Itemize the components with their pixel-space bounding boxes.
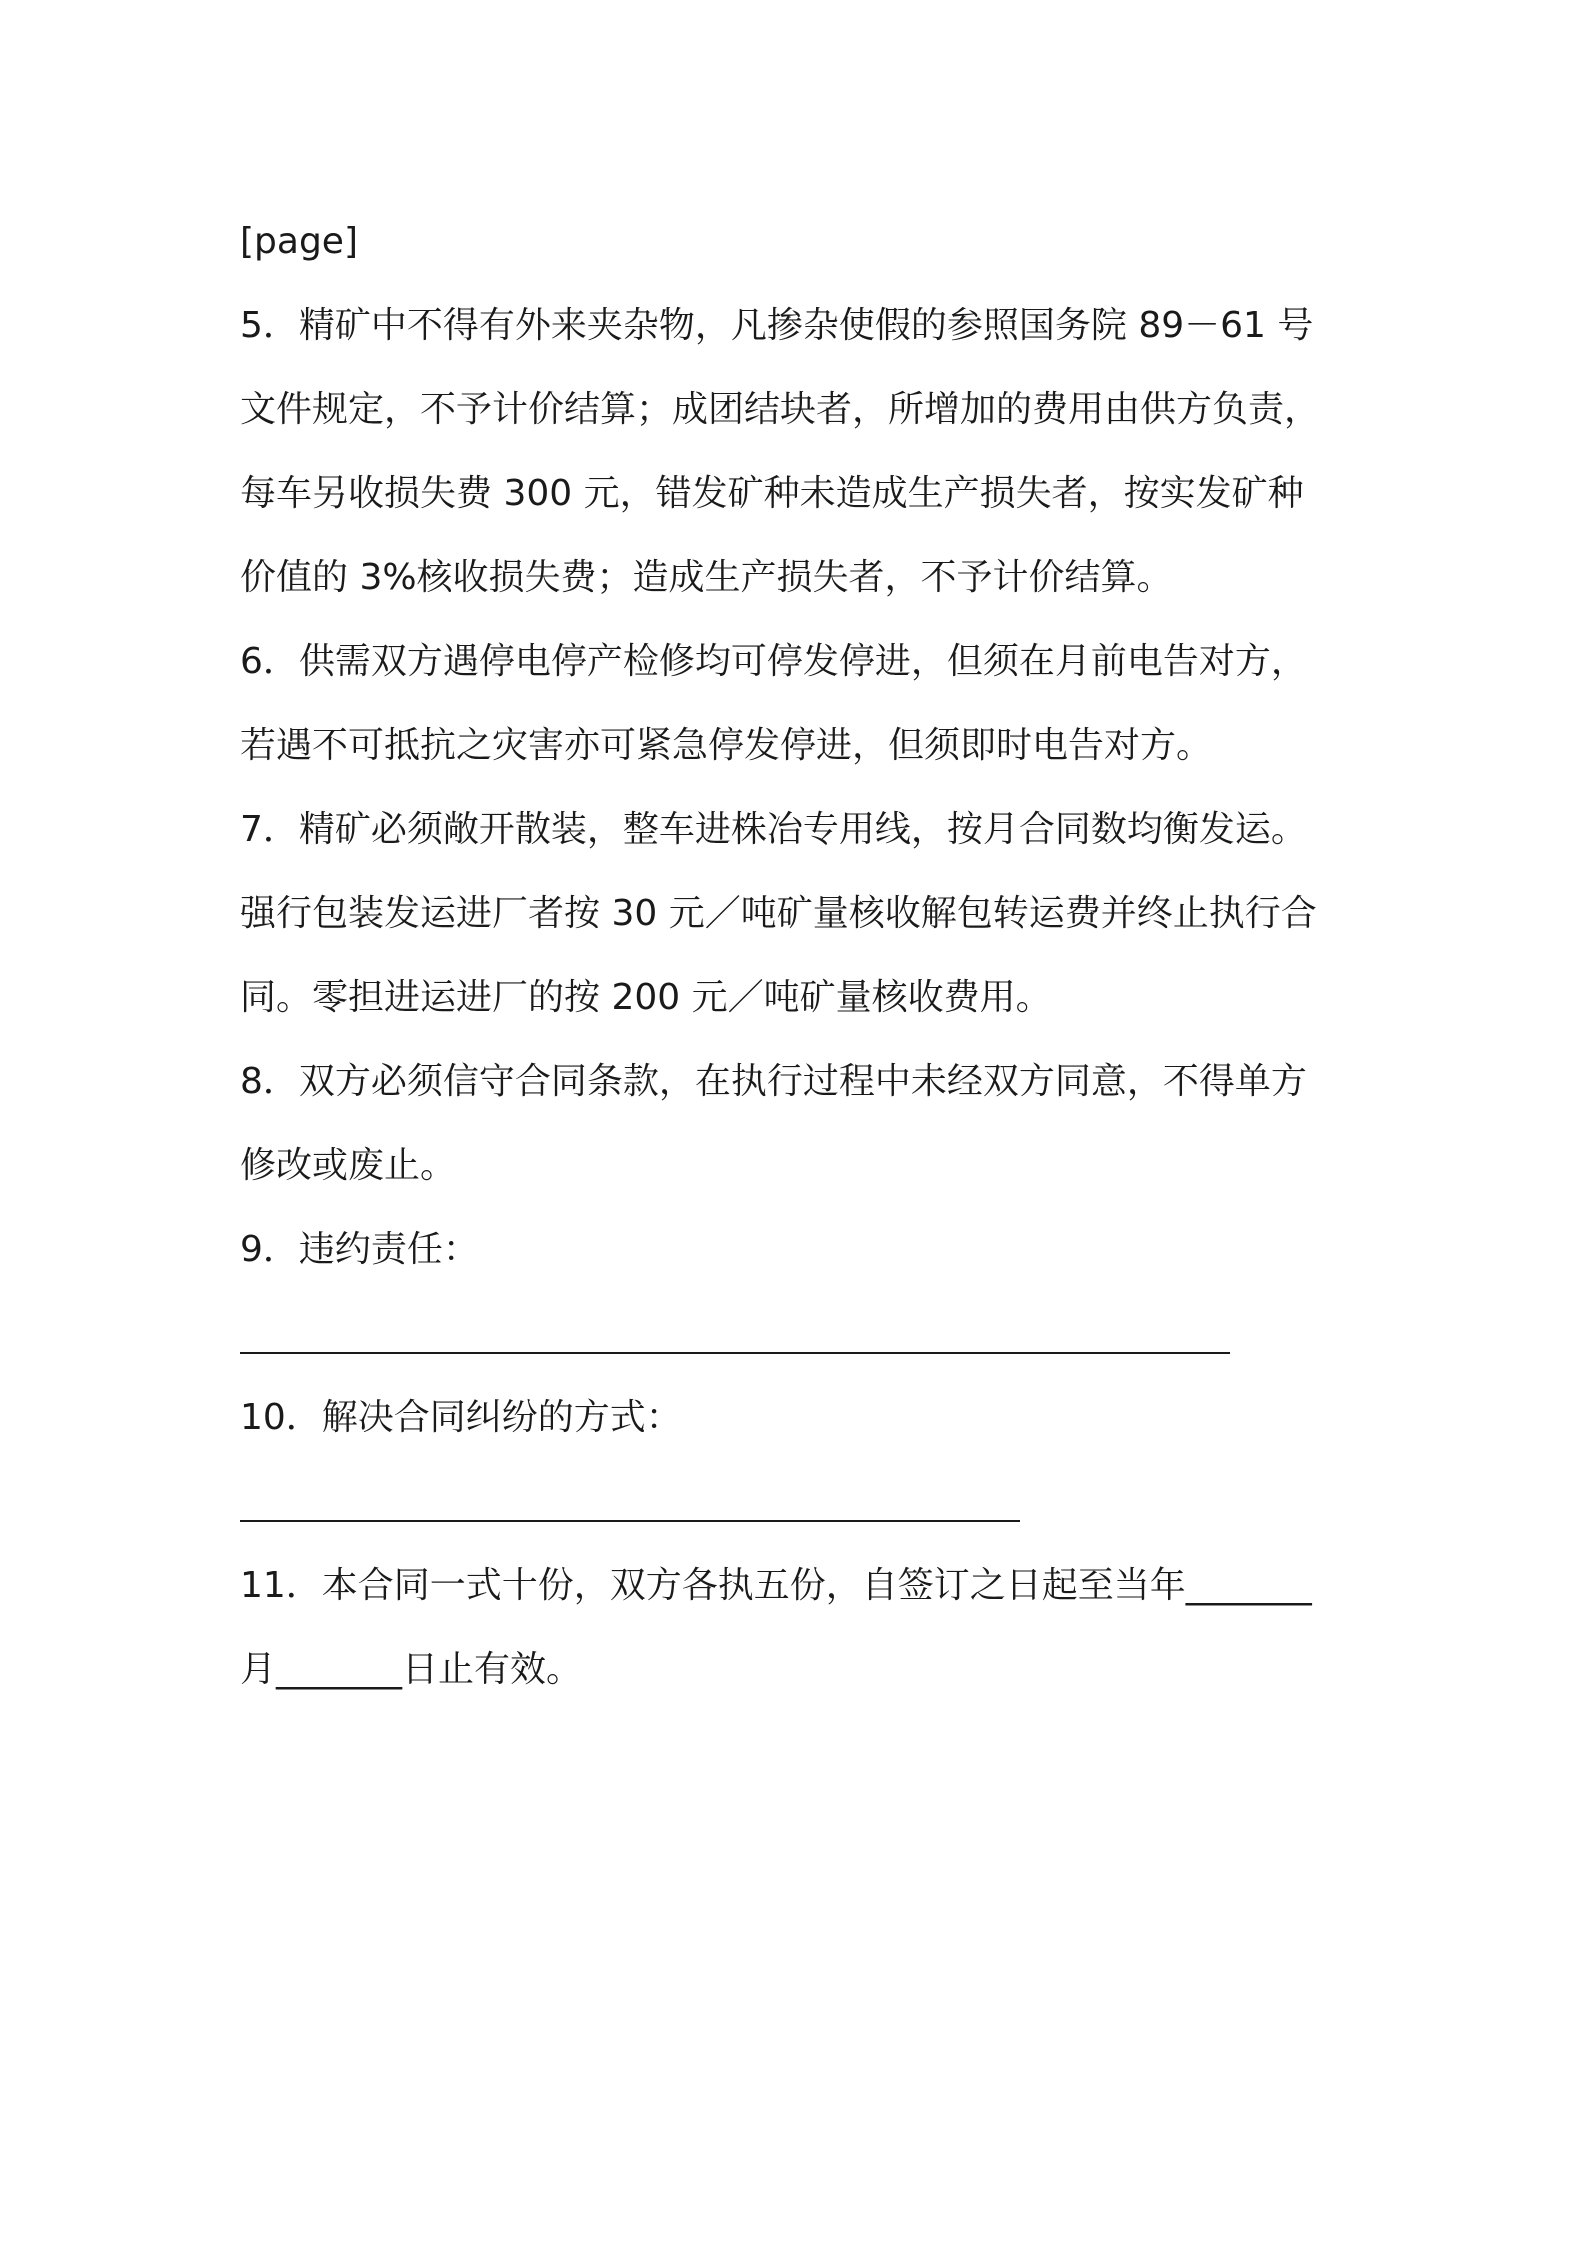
clause-10-blank <box>240 1460 1370 1544</box>
page-marker: [page] <box>240 221 359 262</box>
clause-9-blank <box>240 1292 1370 1376</box>
document-body <box>240 200 1370 1712</box>
clause-9-heading: 9．违约责任： <box>240 1229 479 1270</box>
clause-6-line-1: 6．供需双方遇停电停产检修均可停发停进，但须在月前电告对方， <box>240 641 1307 682</box>
clause-11-line-2: 月_______日止有效。 <box>240 1649 583 1690</box>
clause-5-line-4: 价值的 3%核收损失费；造成生产损失者，不予计价结算。 <box>240 557 1173 598</box>
clause-8-line-1: 8．双方必须信守合同条款，在执行过程中未经双方同意，不得单方 <box>240 1061 1307 1102</box>
clause-11-line-1: 11．本合同一式十份，双方各执五份，自签订之日起至当年_______ <box>240 1565 1312 1606</box>
clause-5-line-1: 5．精矿中不得有外来夹杂物，凡掺杂使假的参照国务院 89－61 号 <box>240 305 1314 346</box>
clause-5-line-3: 每车另收损失费 300 元，错发矿种未造成生产损失者，按实发矿种 <box>240 473 1304 514</box>
clause-7-line-2: 强行包装发运进厂者按 30 元／吨矿量核收解包转运费并终止执行合 <box>240 893 1317 934</box>
clause-5-line-2: 文件规定，不予计价结算；成团结块者，所增加的费用由供方负责， <box>240 389 1321 430</box>
clause-7-line-3: 同。零担进运进厂的按 200 元／吨矿量核收费用。 <box>240 977 1052 1018</box>
clause-7-line-1: 7．精矿必须敞开散装，整车进株冶专用线，按月合同数均衡发运。 <box>240 809 1307 850</box>
clause-8-line-2: 修改或废止。 <box>240 1145 457 1186</box>
clause-6-line-2: 若遇不可抵抗之灾害亦可紧急停发停进，但须即时电告对方。 <box>240 725 1213 766</box>
clause-10-heading: 10．解决合同纠纷的方式： <box>240 1397 682 1438</box>
clause-10-fill-line <box>240 1520 1020 1522</box>
clause-9-fill-line <box>240 1352 1230 1354</box>
